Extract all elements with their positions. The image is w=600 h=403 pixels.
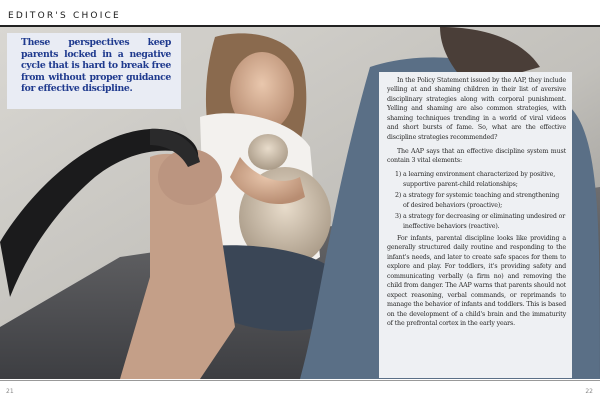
article-paragraph: In the Policy Statement issued by the AAP, they include yelling at and shaming children in their list of aversive disciplinary strategies along with corporal punishment. Yelling and shaming are also common strategies, with shaming techniques trending in a world of viral videos and short bursts of fame. So, what are the effective discipline strategies recommended? — [387, 77, 566, 141]
section-title: EDITOR'S CHOICE — [8, 11, 121, 21]
article-body — [379, 72, 572, 378]
list-item: 1) a learning environment characterized by positive, supportive parent-child relationships; — [395, 171, 556, 188]
article-paragraph: For infants, parental discipline looks like providing a generally structured daily routine and responding to the infant's needs, and later to create safe spaces for them to explore and play. For toddlers, it's providing safety and communicating verbally (a firm no) and removing the child from danger. The AAP warns that parents should not expect reasoning, verbal commands, or reprimands to manage the behavior of infants and toddlers. This is based on the development of a child's brain and the immaturity of the prefrontal cortex in the early years. — [387, 234, 566, 328]
pull-quote-text: These perspectives keep parents locked in a negative cycle that is hard to break free from without proper guidance for effective discipline. — [21, 37, 171, 94]
page-header — [0, 0, 600, 27]
footer-rule — [0, 380, 600, 381]
list-item: 2) a strategy for systemic teaching and strengthening of desired behaviors (proactive); — [395, 192, 560, 209]
pull-quote — [7, 33, 181, 109]
list-item: 3) a strategy for decreasing or eliminating undesired or ineffective behaviors (reactive). — [395, 213, 566, 230]
page-number-left: 21 — [6, 388, 14, 395]
elements-list — [387, 170, 566, 231]
article-paragraph: The AAP says that an effective discipline system must contain 3 vital elements: — [387, 147, 566, 165]
page-number-right: 22 — [585, 388, 593, 395]
